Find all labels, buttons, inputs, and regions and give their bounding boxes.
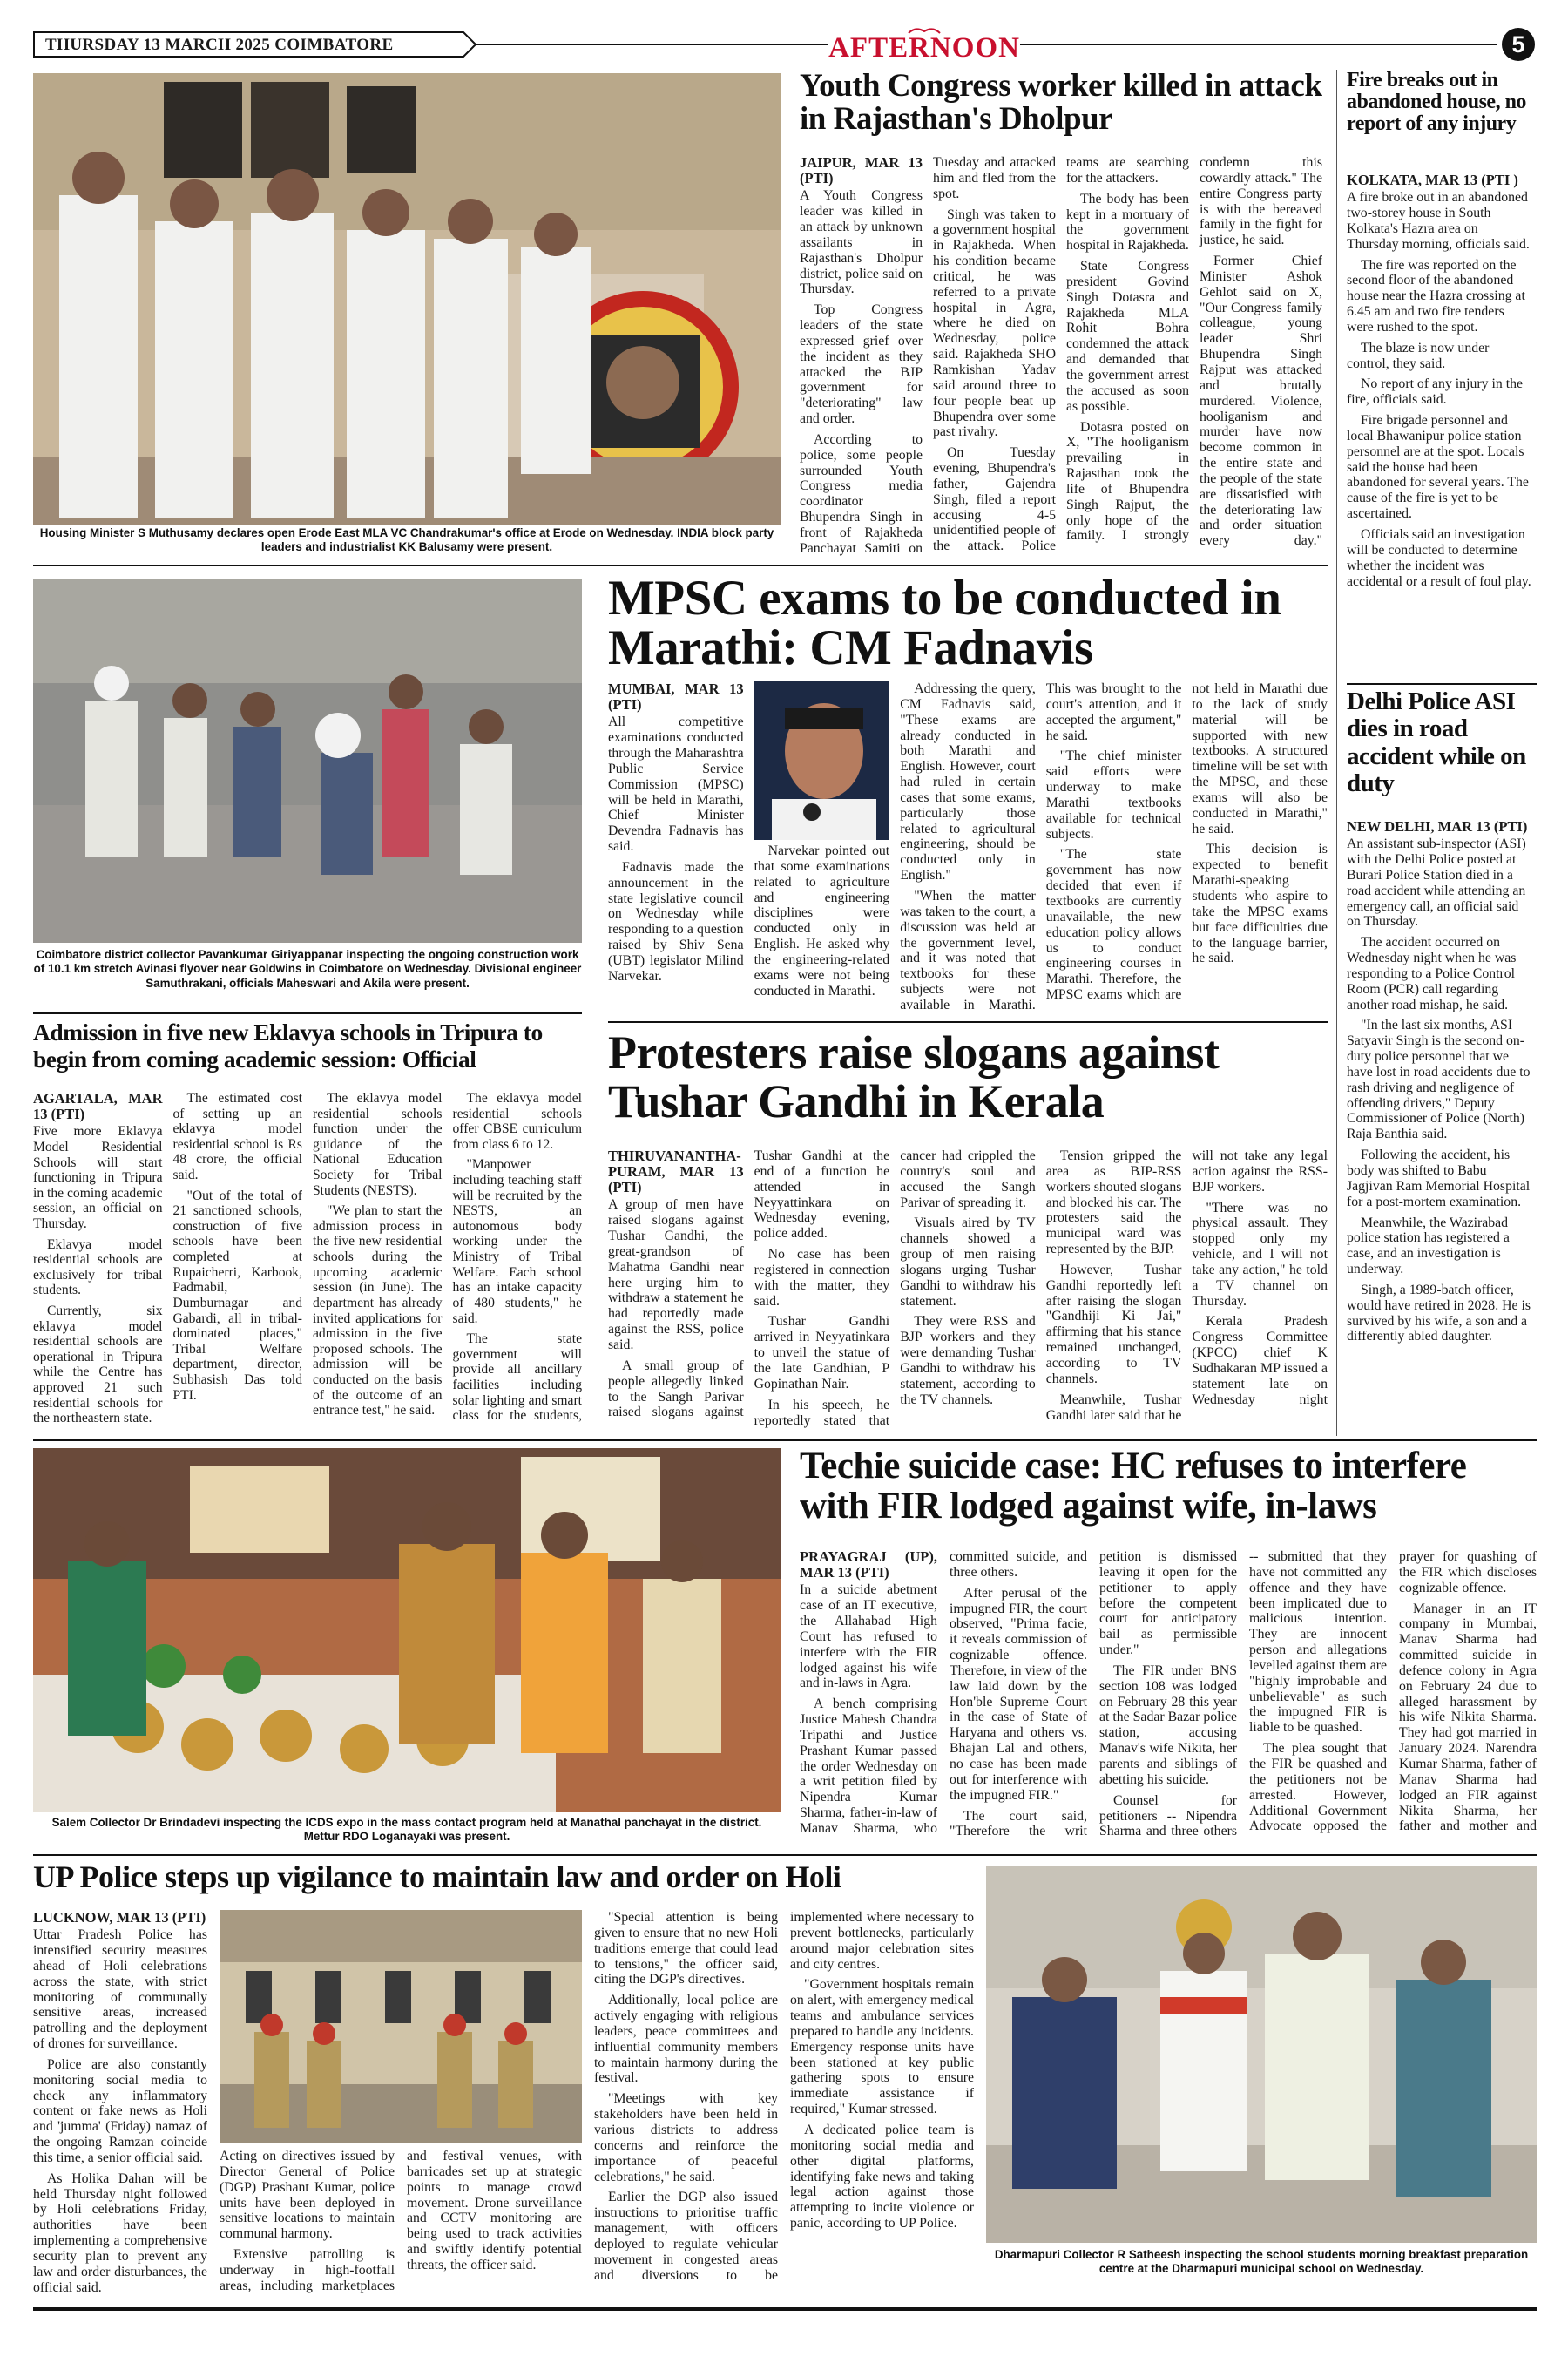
rule-middle-row xyxy=(33,1439,1537,1441)
paragraph: "Meetings with key stakeholders have been held in various districts to address concerns and reinforce the importance of peaceful celebrations," he said. xyxy=(594,2091,778,2184)
headline-youth-congress: Youth Congress worker killed in attack in Rajasthan's Dholpur xyxy=(800,68,1322,137)
caption-coimbatore: Coimbatore district collector Pavankumar Giriyappanar inspecting the ongoing construction work of 10.1 km stretch Avinasi flyover near Goldwins in Coimbatore on Wednesday. Divisional engineer Samuthrakani, officials Maheswari and Akila were present. xyxy=(33,948,582,990)
photo-coimbatore-image xyxy=(33,579,582,943)
headline-eklavya: Admission in five new Eklavya schools in Tripura to begin from coming academic session: Official xyxy=(33,1019,543,1073)
dateline-delhi: NEW DELHI, MAR 13 (PTI) xyxy=(1347,819,1528,835)
photo-holi-police xyxy=(220,1910,582,2143)
paragraph: A small group of people allegedly linked to the Sangh Parivar raised slogans against Tushar Gandhi at the end of a function he attended in Neyyattinkara on Wednesday evening, police added. xyxy=(608,1148,890,1420)
paragraph: The state government will provide all ancillary facilities including solar lighting and smart class for the students, xyxy=(452,1331,582,1424)
rule-top-row xyxy=(33,565,1328,566)
paragraph: "When the matter was taken to the court, a discussion was held at the government level, and it was noted that textbooks for these subjects were not available in Marathi. This was brought to the court's attention, and it accepted the argument," he said. xyxy=(900,681,1182,1012)
paragraph: "Special attention is being given to ensure that no new Holi traditions emerge that could lead to tensions," the officer said, citing the DGP's directives. xyxy=(594,1910,778,1987)
dateline-techie: PRAYAGRAJ (UP), MAR 13 (PTI) xyxy=(800,1549,937,1581)
paragraph: Police are also constantly monitoring social media to check any inflammatory content or fake news as Holi and 'jumma' (Friday) namaz of the ongoing Ramzan coincide this time, a senior official said. xyxy=(33,2056,207,2165)
paragraph: Dotasra posted on X, "The hooliganism prevailing in Rajasthan took the life of Bhupendra Singh Rajput, the only hope of the family. I strongly condemn this cowardly attack." The entire Congress party is with the bereaved family in the fight for justice, he said. xyxy=(1066,155,1322,544)
photo-erode-office-opening xyxy=(33,73,781,525)
page-number: 5 xyxy=(1511,31,1525,58)
paragraph: Tension gripped the area as BJP-RSS workers shouted slogans and blocked his car. The protesters said the municipal ward was represented by the BJP. xyxy=(1045,1148,1182,1257)
dateline-youth-congress: JAIPUR, MAR 13 (PTI) xyxy=(800,155,923,187)
paragraph: The eklavya model residential schools offer CBSE curriculum from class 6 to 12. xyxy=(452,1091,582,1152)
paragraph: Singh, a 1989-batch officer, would have retired in 2028. He is survived by his wife, a son and a differently abled daughter. xyxy=(1347,1282,1531,1344)
paragraph: After perusal of the impugned FIR, the court observed, "Prima facie, it reveals commission of cognizable offence. Therefore, in view of the law laid down by the Hon'ble Supreme Court in the case of State of Haryana and others vs. Bhajan Lal and others, no case has been made out for interference with the impugned FIR." xyxy=(950,1585,1087,1803)
paragraph: However, Tushar Gandhi reportedly left after raising the slogan "Gandhiji Ki Jai," affirming that his stance remained unchanged, according to TV channels. xyxy=(1045,1262,1182,1386)
caption-erode: Housing Minister S Muthusamy declares open Erode East MLA VC Chandrakumar's office at Erode on Wednesday. INDIA block party leaders and industrialist KK Balusamy were present. xyxy=(39,526,774,554)
paragraph: "Government hospitals remain on alert, with emergency medical teams and ambulance services prepared to handle any incidents. Emergency response units have been stationed at key public gathering spots to ensure immediate assistance if required," Kumar stressed. xyxy=(790,1977,974,2117)
paragraph: Tushar Gandhi arrived in Neyyatinkara to unveil the statue of the late Gandhian, P Gopinathan Nair. xyxy=(754,1314,890,1392)
story-eklavya xyxy=(33,1019,582,1089)
paragraph: The accident occurred on Wednesday night when he was responding to a Police Control Room (PCR) call regarding another road mishap, he said. xyxy=(1347,935,1517,1012)
body-holi-b xyxy=(220,2149,582,2297)
issue-dateline: THURSDAY 13 MARCH 2025 COIMBATORE xyxy=(45,36,394,54)
masthead-rule-left xyxy=(476,44,828,45)
paragraph: "The state government has now decided that even if textbooks are currently unavailable, the new education policy allows us to conduct engineering courses in Marathi. Therefore, the MPSC exams which are not held in Marathi due to the lack of study material will be supported with new textbooks. A structured timeline will be set with the MPSC, and these exams will also be conducted in Marathi," he said. xyxy=(1045,681,1328,1003)
paper-name: AFTERNOON xyxy=(828,32,1020,64)
paragraph: The fire was reported on the second floor of the abandoned house near the Hazra crossing at 6.45 am and two fire tenders were rushed to the spot. xyxy=(1347,257,1525,335)
paragraph: Kerala Pradesh Congress Committee (KPCC) chief K Sudhakaran MP issued a statement late on Wednesday night xyxy=(1192,1314,1328,1407)
paragraph: Following the accident, his body was shifted to Babu Jagjivan Ram Memorial Hospital for a post-mortem examination. xyxy=(1347,1148,1531,1209)
paragraph: The blaze is now under control, they said. xyxy=(1347,340,1490,371)
body-fire xyxy=(1347,173,1531,680)
paragraph: An assistant sub-inspector (ASI) with the Delhi Police posted at Burari Police Station died in a road accident while attending an emergency call, an official said on Thursday. xyxy=(1347,836,1526,930)
paragraph: Uttar Pradesh Police has intensified security measures ahead of Holi celebrations across the state, with strict monitoring of communally sensitive areas, increased patrolling and the deployment of drones for surveillance. xyxy=(33,1927,207,2052)
story-holi xyxy=(33,1861,974,1905)
headline-fire: Fire breaks out in abandoned house, no report of any injury xyxy=(1347,69,1526,136)
body-holi-a xyxy=(33,1910,207,2297)
paragraph: "The chief minister said efforts were underway to make Marathi textbooks available for technical subjects. xyxy=(1045,748,1182,842)
paragraph: A group of men have raised slogans against Tushar Gandhi, the great-grandson of Mahatma Gandhi near here urging him to withdraw a statement he had reportedly made against the RSS, police said. xyxy=(608,1197,744,1353)
body-delhi xyxy=(1347,819,1531,1436)
paragraph: They were RSS and BJP workers and they were demanding Tushar Gandhi to withdraw his statement, according to the TV channels. xyxy=(900,1314,1036,1407)
paragraph: No case has been registered in connection with the matter, they said. xyxy=(754,1247,890,1309)
headline-tushar: Protesters raise slogans against Tushar Gandhi in Kerala xyxy=(608,1026,1220,1128)
paragraph: The estimated cost of setting up an eklavya model residential school is Rs 48 crore, the official said. xyxy=(172,1091,302,1183)
story-mpsc xyxy=(608,573,1328,678)
paper-logo xyxy=(828,26,1020,64)
banner-arrow-icon xyxy=(443,31,477,58)
paragraph: Five more Eklavya Model Residential Schools will start functioning in Tripura in the coming academic session, an official on Thursday. xyxy=(33,1124,163,1231)
paragraph: The FIR under BNS section 108 was lodged on February 28 this year at the Sadar Bazar police station, accusing Manav's wife Nikita, her parents and siblings of abetting his suicide. xyxy=(1099,1662,1237,1787)
rule-mpsc-tushar xyxy=(608,1021,1328,1023)
paragraph: Meanwhile, the Wazirabad police station has registered a case, and an investigation is underway. xyxy=(1347,1215,1510,1277)
photo-holi-image xyxy=(220,1910,582,2143)
paragraph: "We plan to start the admission process in the five new residential schools during the upcoming academic session (in June). The department has already invited applications for admission in the five proposed schools. The admission will be conducted on the basis of the outcome of an entrance test," he said. xyxy=(313,1203,443,1419)
paragraph: This decision is expected to benefit Marathi-speaking students who aspire to take the MPSC exams but face difficulties due to the language barrier, he said. xyxy=(1192,842,1328,966)
paragraph: Extensive patrolling is underway in high-footfall areas, including marketplaces and festival venues, with barricades set up at strategic points to manage crowd movement. Drone surveillance and CCTV monitoring are being used to track activities and swiftly identify potential threats, the officer said. xyxy=(220,2149,582,2293)
caption-dharmapuri: Dharmapuri Collector R Satheesh inspecting the school students morning breakfast preparation centre at the Dharmapuri municipal school on Wednesday. xyxy=(994,2248,1529,2276)
photo-salem-image xyxy=(33,1448,781,1812)
paragraph: All competitive examinations conducted through the Maharashtra Public Service Commission (MPSC) will be held in Marathi, Chief Minister Devendra Fadnavis has said. xyxy=(608,714,744,855)
paragraph: "There was no physical assault. They stopped only my vehicle, and I will not take any action," he told a TV channel on Thursday. xyxy=(1192,1200,1328,1309)
paragraph: Singh was taken to a government hospital in Rajakheda. When his condition became critical, he was referred to a private hospital in Agra, where he died on Wednesday, police said. Rajakheda SHO Ramkishan Yadav said around three to four people beat up Bhupendra over some past rivalry. xyxy=(933,207,1056,440)
paragraph: A Youth Congress leader was killed in an attack by unknown assailants in Rajasthan's Dholpur district, police said on Thursday. xyxy=(800,188,923,297)
dateline-tushar: THIRUVANANTHA-PURAM, MAR 13 (PTI) xyxy=(608,1148,744,1196)
headline-delhi: Delhi Police ASI dies in road accident while on duty xyxy=(1347,687,1526,797)
paragraph: Visuals aired by TV channels showed a group of men raising slogans urging Tushar Gandhi to withdraw his statement. xyxy=(900,1215,1036,1309)
paragraph: Additionally, local police are actively engaging with religious leaders, peace committees and influential community members to maintain harmony during the festival. xyxy=(594,1993,778,2086)
paragraph: Former Chief Minister Ashok Gehlot said on X, "Our Congress family colleague, young leader Shri Bhupendra Singh Rajput was attacked and brutally murdered. Violence, hooliganism and murder have now become common in the entire state and the people of the state are dissatisfied with the deteriorating law and order situation every day." xyxy=(1200,254,1322,549)
paragraph: The body has been kept in a mortuary of the government hospital in Rajakheda. xyxy=(1066,191,1189,254)
paragraph: A dedicated police team is monitoring social media and other digital platforms, identifying fake news and taking legal action against those attempting to incite violence or panic, according to UP Police. xyxy=(790,2122,974,2231)
body-holi-c xyxy=(594,1910,974,2297)
photo-fadnavis xyxy=(754,681,890,840)
headline-mpsc: MPSC exams to be conducted in Marathi: CM Fadnavis xyxy=(608,571,1281,675)
dateline-fire: KOLKATA, MAR 13 (PTI ) xyxy=(1347,173,1518,188)
paragraph: Earlier the DGP also issued instructions to prioritise traffic management, with officers deployed to regulate vehicular movement in congested areas and diversions to be implemented where necessary to prevent bottlenecks, particularly around major celebration sites and city centres. xyxy=(594,1910,974,2283)
body-eklavya xyxy=(33,1091,582,1434)
paragraph: Fadnavis made the announcement in the state legislative council on Wednesday while responding to a question raised by Shiv Sena (UBT) legislator Milind Narvekar. xyxy=(608,859,744,984)
photo-erode-image xyxy=(33,73,781,525)
paragraph: Fire brigade personnel and local Bhawanipur police station personnel are at the spot. Locals said the house had been abandoned for several years. The cause of the fire is yet to be ascertained. xyxy=(1347,413,1529,522)
dateline-holi: LUCKNOW, MAR 13 (PTI) xyxy=(33,1910,206,1926)
dateline-mpsc: MUMBAI, MAR 13 (PTI) xyxy=(608,681,744,714)
photo-dharmapuri-image xyxy=(986,1866,1537,2243)
page-bottom-rule xyxy=(33,2307,1537,2311)
body-tushar xyxy=(608,1148,1328,1434)
paragraph: A fire broke out in an abandoned two-storey house in South Kolkata's Hazra area on Thursday morning, officials said. xyxy=(1347,190,1530,252)
headline-holi: UP Police steps up vigilance to maintain law and order on Holi xyxy=(33,1859,841,1894)
paragraph: According to police, some people surrounded Youth Congress media coordinator Bhupendra Singh in front of Rajakheda Panchayat Samiti on Tuesday and attacked him and fled from the spot. xyxy=(800,155,1056,556)
photo-dharmapuri-breakfast xyxy=(986,1866,1537,2243)
page-number-badge xyxy=(1502,28,1535,61)
body-mpsc xyxy=(608,681,1328,1018)
paragraph: Addressing the query, CM Fadnavis said, "These exams are already conducted in both Marathi and English. However, court had ruled in certain cases that some exams, particularly those related to agricultural engineering, should be conducted only in English." xyxy=(900,681,1036,884)
paragraph: No report of any injury in the fire, officials said. xyxy=(1347,376,1524,408)
body-techie xyxy=(800,1549,1537,1847)
photo-coimbatore-flyover xyxy=(33,579,582,943)
column-rule-right xyxy=(1336,70,1337,1436)
masthead-rule-right xyxy=(1020,44,1497,45)
story-tushar xyxy=(608,1028,1328,1141)
paragraph: Manager in an IT company in Mumbai, Manav Sharma had committed suicide in defence colony in Agra on February 24 due to alleged harassment by his wife Nikita Sharma. They had got married in January 2024. Narendra Kumar Sharma, father of Manav Sharma had lodged an FIR against Nikita Sharma, her father and mother and xyxy=(1399,1601,1537,1834)
paragraph: In his speech, he reportedly stated that cancer had crippled the country's soul and accused the Sangh Parivar of spreading it. xyxy=(754,1148,1036,1428)
paragraph: "Manpower including teaching staff will be recruited by the NESTS, an autonomous body working under the Ministry of Tribal Welfare. Each school has an intake capacity of 480 students," he said. xyxy=(452,1157,582,1326)
rule-fire-delhi xyxy=(1347,683,1537,685)
paragraph: As Holika Dahan will be held Thursday night followed by Holi celebrations Friday, authorities have been implementing a comprehensive security plan to prevent any law and order disturbances, the official said. xyxy=(33,2170,207,2295)
paragraph: Narvekar pointed out that some examinations related to agriculture and engineering disciplines were conducted only in English. He asked why the engineering-related exams were not being conducted in Marathi. xyxy=(754,843,890,999)
dateline-eklavya: AGARTALA, MAR 13 (PTI) xyxy=(33,1091,163,1123)
headline-techie: Techie suicide case: HC refuses to interfere with FIR lodged against wife, in-laws xyxy=(800,1446,1467,1527)
paragraph: Eklavya model residential schools are exclusively for tribal students. xyxy=(33,1236,163,1298)
paragraph: Acting on directives issued by Director General of Police (DGP) Prashant Kumar, police units have been deployed in sensitive locations to maintain communal harmony. xyxy=(220,2149,395,2242)
paragraph: "Out of the total of 21 sanctioned schools, construction of five schools have been completed at Rupaicherri, Karbook, Padmabil, Dumburnagar and Gabardi, all in tribal-dominated places," Tribal Welfare department, director, Subhasish Das told PTI. xyxy=(172,1188,302,1403)
paragraph: Officials said an investigation will be conducted to determine whether the incident was accidental or a result of foul play. xyxy=(1347,527,1531,589)
paragraph: The court said, "Therefore the writ petition is dismissed leaving it open for the petitioner to apply before the competent court for anticipatory bail as permissible under." xyxy=(950,1549,1237,1839)
dateline-banner xyxy=(33,31,447,58)
caption-salem: Salem Collector Dr Brindadevi inspecting the ICDS expo in the mass contact program held at Manathal panchayat in the district. Mettur RDO Loganayaki was present. xyxy=(51,1816,762,1844)
photo-salem-icds-expo xyxy=(33,1448,781,1812)
paragraph: State Congress president Govind Singh Dotasra and Rajakheda MLA Rohit Bohra condemned the attack and demanded that the government arrest the accused as soon as possible. xyxy=(1066,259,1189,414)
rule-coimbatore-eklavya xyxy=(33,1012,582,1014)
paragraph: Top Congress leaders of the state expressed grief over the incident as they attacked the BJP government for "deteriorating" law and order. xyxy=(800,302,923,427)
story-techie xyxy=(800,1446,1537,1551)
paragraph: The plea sought that the FIR be quashed and the petitioners not be arrested. However, Additional Government Advocate opposed the prayer for quashing of the FIR which discloses cognizable offence. xyxy=(1249,1549,1537,1834)
story-delhi xyxy=(1347,688,1537,810)
rule-bottom-row xyxy=(33,1854,1537,1856)
paragraph: Currently, six eklavya model residential schools are operational in Tripura while the Centre has approved 21 such residential schools for the northeastern state. xyxy=(33,1303,163,1426)
paragraph: "In the last six months, ASI Satyavir Singh is the second on-duty police personnel that we have lost in road accidents due to rash driving and negligence of offending drivers," Deputy Commissioner of Police (North) Raja Banthia said. xyxy=(1347,1018,1531,1142)
paragraph: In a suicide abetment case of an IT executive, the Allahabad High Court has refused to interfere with the FIR lodged against his wife and in-laws in Agra. xyxy=(800,1582,937,1691)
paragraph: The eklavya model residential schools function under the guidance of the National Education Society for Tribal Students (NESTS). xyxy=(313,1091,443,1198)
masthead xyxy=(33,31,1537,64)
body-youth-congress xyxy=(800,155,1322,558)
photo-fadnavis-image xyxy=(754,681,890,840)
paragraph: A bench comprising Justice Mahesh Chandra Tripathi and Justice Prashant Kumar passed the order Wednesday on a writ petition filed by Nipendra Kumar Sharma, father-in-law of Manav Sharma, who committed suicide, and three others. xyxy=(800,1549,1087,1836)
paragraph: Meanwhile, Tushar Gandhi later said that he will not take any legal action against the RSS-BJP workers. xyxy=(1045,1148,1328,1423)
paragraph: On Tuesday evening, Bhupendra's father, Gajendra Singh, filed a report accusing 4-5 unidentified people of the attack. Police teams are searching for the attackers. xyxy=(933,155,1189,554)
paragraph: Counsel for petitioners -- Nipendra Sharma and three others -- submitted that they have not committed any offence and they have been implicated due to malicious intention. They are innocent person and allegations levelled against them are "highly improbable and unbelievable" as such the impugned FIR is liable to be quashed. xyxy=(1099,1549,1387,1839)
